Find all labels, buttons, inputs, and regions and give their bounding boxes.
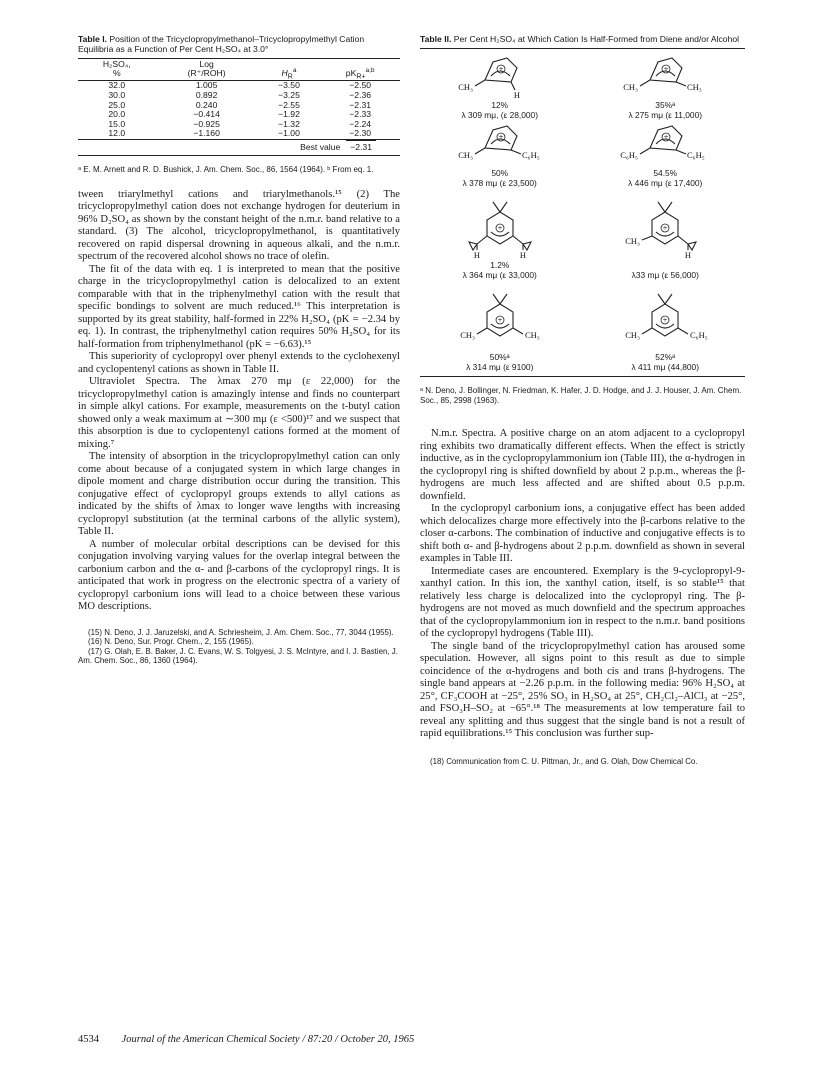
table1 [78,59,400,139]
table1-caption-text: Position of the Tricyclopropylmethanol–Tricyclopropylmethyl Cation Equilibria as a Function of Per Cent H₂SO₄ at 3.0° [78,34,365,55]
table1-cell: 15.0 [108,118,126,129]
substituent-label: + [663,63,669,74]
left-column [78,34,400,665]
half-formation-percent [586,260,746,270]
substituent-label: CH₃ [625,330,641,341]
table1-cell: −2.31 [349,99,372,110]
table2-entry [586,280,746,372]
table2-caption-text: Per Cent H₂SO₄ at Which Cation Is Half-Formed from Diene and/or Alcohol [453,34,740,44]
journal-citation: Journal of the American Chemical Society / 87:20 / October 20, 1965 [121,1034,415,1045]
table1-header-hr: $H_R^a$ [258,59,321,81]
table1-best-value: Best value −2.31 [78,142,400,152]
left-body-text [78,189,400,614]
body-paragraph: In the cyclopropyl carbonium ions, a conjugative effect has been added which delocalizes charge more effectively into the β-carbons relative to the closer α-carbons. The combination of inductive and conjugative effects is to shift both α- and β-hydrogens about 2 p.p.m. downfield as shown in several examples in Table III. [420,503,745,565]
body-paragraph: The intensity of absorption in the tricyclopropylmethyl cation can only come about because of a conjugated system in which large changes in dipole moment and charge distribution occur during the transition. This conjugative effect of cyclopropyl groups extends to allyl cations as indicated by the shifts of λmax to longer wave lengths with increasing cyclopropyl substitution (at the terminal carbons of the allylic system), Table II. [78,451,400,538]
reference-item: (18) Communication from C. U. Pittman, Jr., and G. Olah, Dow Chemical Co. [430,756,698,766]
page-footer [78,1034,748,1045]
table1-header-pk: $pK_{R+}^{a,b}$ [320,59,400,81]
substituent-label: CH₃ [457,82,473,93]
table1-cell: −1.92 [278,109,300,120]
substituent-label: + [497,314,503,325]
half-formation-percent: 54.5% [653,168,678,179]
cation-structure-drawing [425,280,575,352]
table1-header-acid: H₂SO₄, % [78,59,156,81]
table1-cell: −2.36 [349,90,372,100]
lambda-max: λ 275 mμ (ε 11,000) [628,110,703,121]
substituent-label: + [663,131,669,142]
half-formation-percent: 50%ᵃ [489,352,510,363]
cation-structure-drawing [425,120,575,168]
table1-footnote: ᵃ E. M. Arnett and R. D. Bushick, J. Am. Chem. Soc., 86, 1564 (1964). ᵇ From eq. 1. [78,164,374,174]
table1-cell: −3.50 [278,80,300,91]
half-formation-percent: 52%ᵃ [655,352,676,363]
table1-caption [78,34,400,54]
table2-footnote: ᵃ N. Deno, J. Bollinger, N. Friedman, K. Hafer, J. D. Hodge, and J. J. Houser, J. Am. Chem. Soc., 85, 2998 (1963). [420,386,742,406]
body-paragraph: N.m.r. Spectra. A positive charge on an atom adjacent to a cyclopropyl ring exhibits two dramatically different effects. When the effect is strictly inductive, as in the cyclopropylammonium ion (Table III), the α-hydrogen in the cyclopropyl ring is shifted downfield by about 2 p.p.m., whereas the β-hydrogens are much less affected and are shifted about 0.5 p.p.m. downfield. [420,428,745,502]
cation-structure-drawing [425,188,575,260]
substituent-label: + [498,131,504,142]
body-paragraph: The fit of the data with eq. 1 is interpreted to mean that the positive charge in the tricyclopropylmethyl cation is delocalized to an extent comparable with that in the triphenylmethyl cation with the result that specific bondings to solvent are much reduced.¹⁶ This interpretation is supported by its great stability, half-formed in 22% H₂SO₄ (pK = −2.34 by eq. 1). In contrast, the triphenylmethyl cation requires 50% H₂SO₄ for its half-formation from triphenylmethanol (pK = −6.63).¹⁵ [78,263,400,350]
reference-item: (16) N. Deno, Sur. Progr. Chem., 2, 155 (1965). [88,637,254,647]
body-paragraph: Ultraviolet Spectra. The λmax 270 mμ (ε 22,000) for the tricyclopropylmethyl cation is amazingly intense and finds no counterpart in simple alkyl cations. For example, measurements on the t-butyl cation showed only a weak maximum at ∼300 mμ (ε <500)¹⁷ and we suspect that this absorption is due to cyclopentenyl cations formed at the moment of mixing.⁷ [78,376,400,450]
lambda-max: λ 309 mμ, (ε 28,000) [461,110,539,121]
table2-entry [420,52,580,120]
substituent-label: + [497,222,503,233]
table1-cell: 25.0 [108,99,126,110]
table1-cell: −1.00 [278,128,300,139]
substituent-label: C₆H₅ [521,150,540,161]
table1-cell: −2.50 [349,80,372,91]
substituent-label: H [519,250,526,261]
table1-cell: −2.24 [349,118,372,129]
body-paragraph: This superiority of cyclopropyl over phenyl extends to the cyclohexenyl and cyclopentenyl cations as shown in Table II. [78,351,400,375]
left-references [78,628,400,665]
table1-cell: 0.240 [195,99,218,110]
substituent-label: C₆H₅ [690,330,708,341]
half-formation-percent: 35%ᵃ [655,100,676,111]
table1-label: Table I. [78,34,107,44]
table2-entry [586,120,746,188]
table1-cell: 1.005 [195,80,218,91]
table1-cell: 0.892 [195,90,218,100]
substituent-label: C₆H₅ [687,150,705,161]
table1-cell: 30.0 [108,90,126,100]
table1-cell: −2.30 [349,128,372,139]
substituent-label: CH₃ [459,330,475,341]
substituent-label: C₆H₅ [620,150,639,161]
reference-item: (17) G. Olah, E. B. Baker, J. C. Evans, W. S. Tolgyesi, J. S. McIntyre, and I. J. Bastien, J. Am. Chem. Soc., 86, 1360 (1964). [78,646,398,665]
lambda-max: λ 378 mμ (ε 23,500) [462,178,537,189]
cation-structure-drawing [590,188,740,260]
substituent-label: H [685,250,692,261]
table2-entry [420,280,580,372]
substituent-label: H [473,250,480,261]
table2-grid [420,52,745,372]
substituent-label: CH₃ [625,236,641,247]
table1-cell: −3.25 [278,90,300,100]
half-formation-percent: 50% [491,168,509,179]
lambda-max: λ 364 mμ (ε 33,000) [462,270,537,281]
cation-structure-drawing [590,280,740,352]
substituent-label: CH₃ [687,82,703,93]
right-references [420,757,745,766]
table1-cell: 12.0 [108,128,126,139]
table2-entry [420,188,580,280]
right-body-text [420,428,745,741]
substituent-label: H [513,90,520,101]
cation-structure-drawing [590,52,740,100]
lambda-max: λ 314 mμ (ε 9100) [466,362,534,373]
table2-entry [420,120,580,188]
reference-item: (15) N. Deno, J. J. Jaruzelski, and A. Schriesheim, J. Am. Chem. Soc., 77, 3044 (1955). [88,627,394,637]
lambda-max: λ33 mμ (ε 56,000) [631,270,699,281]
body-paragraph: A number of molecular orbital descriptions can be devised for this conjugation involving varying values for the overlap integral between the carbonium carbon and the α- and β-carbons of the cyclopropyl rings. It is anticipated that work in progress on the electronic spectra of a variety of cyclopropyl carbonium ions will lead to a choice between these various MO descriptions. [78,538,400,613]
half-formation-percent: 12% [491,100,509,111]
table2-label: Table II. [420,34,452,44]
table2-caption [420,34,745,44]
table1-cell: −0.414 [193,109,220,120]
half-formation-percent: 1.2% [490,260,510,271]
body-paragraph: Intermediate cases are encountered. Exemplary is the 9-cyclopropyl-9-xanthyl cation. In this ion, the xanthyl cation, itself, is so stable¹⁵ that relatively less charge is delocalized into the cyclopropyl ring. The β-hydrogens are not moved as much downfield and the spectrum approaches that of the cyclopropylammonium ion in respect to the n.m.r. band positions of the cyclopropyl hydrogens (Table III). [420,565,745,640]
table1-cell: −0.925 [193,118,220,129]
table1-cell: −1.32 [278,118,300,129]
cation-structure-drawing [590,120,740,168]
substituent-label: + [662,314,668,325]
body-paragraph: tween triarylmethyl cations and triarylmethanols.¹⁵ (2) The tricyclopropylmethyl cation does not exchange hydrogen for deuterium in 96% D₂SO₄ as shown by the constant height of the n.m.r. band relative to a standard. (3) The alcohol, tricyclopropylmethanol, is quantitatively recovered on rapid dispersal drowning in aqueous alkali, and the n.m.r. spectrum of the recovered alcohol shows no trace of olefin. [78,188,400,263]
page-number: 4534 [78,1034,99,1045]
substituent-label: CH₃ [623,82,639,93]
table1-cell: −2.33 [349,109,372,120]
table1-cell: −2.55 [278,99,300,110]
table1-row [78,129,400,139]
substituent-label: + [498,63,504,74]
table1-cell: 20.0 [108,109,126,120]
table1-cell: 32.0 [108,80,126,91]
lambda-max: λ 446 mμ (ε 17,400) [628,178,703,189]
substituent-label: + [662,222,668,233]
lambda-max: λ 411 mμ (44,800) [631,362,699,373]
table2-entry [586,188,746,280]
right-column [420,34,745,766]
body-paragraph: The single band of the tricyclopropylmethyl cation has aroused some speculation. However, all signs point to this result as due to simple coincidence of the α-hydrogens and both cis and trans β-hydrogens. The single band appears at −2.26 p.p.m. in the following media: 96% H₂SO₄ at 25°, CF₃COOH at −25°, 25% SO₃ in H₂SO₄ at 25°, CH₂Cl₂–AlCl₃ at −25°, and FSO₃H–SO₂ at −65°.¹⁸ The measurements at low temperature fail to reveal any splitting and thus suggest that the single band is not a result of rapid equilibrations.¹⁵ This conclusion was further sup- [420,640,745,740]
table2-entry [586,52,746,120]
table1-cell: −1.160 [193,128,220,139]
substituent-label: CH₃ [524,330,540,341]
cation-structure-drawing [425,52,575,100]
substituent-label: CH₃ [457,150,473,161]
table1-header-log: Log (R⁺/ROH) [156,59,258,81]
